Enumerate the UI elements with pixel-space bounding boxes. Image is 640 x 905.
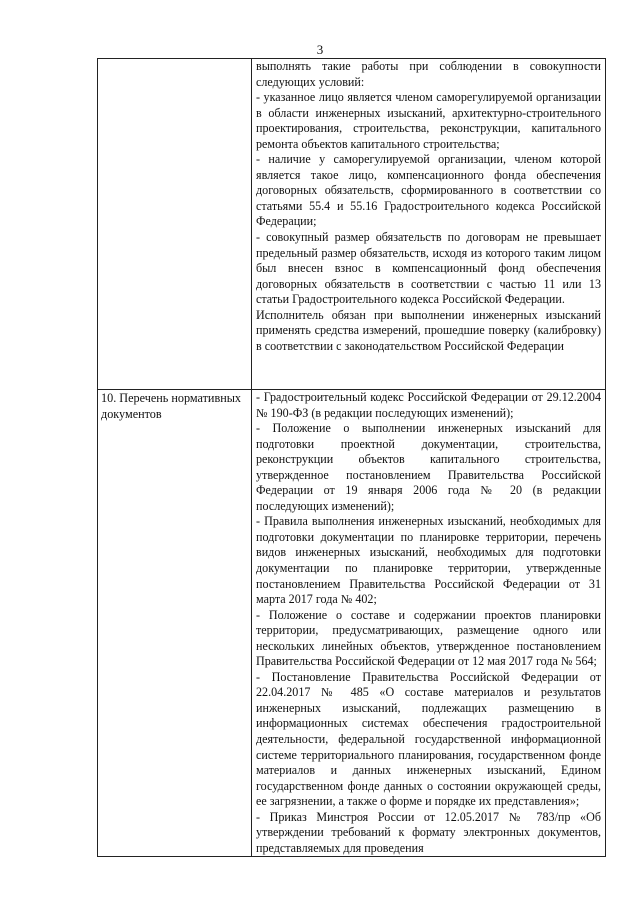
- row-label: [98, 59, 251, 60]
- paragraph: - указанное лицо является членом саморегулируемой организации в области инженерных изысканий, архитектурно-строительного проектирования, строительства, реконструкции, капитального ремонта объектов капитального строительства;: [256, 90, 601, 151]
- paragraph: - Постановление Правительства Российской Федерации от 22.04.2017 № 485 «О составе материалов и результатов инженерных изысканий, подлежащих размещению в информационных системах обеспечения градостроительной деятельности, федеральной государственной информационной системе территориального планирования, государственном фонде материалов и данных инженерных изысканий, Едином государственном фонде данных о состоянии окружающей среды, ее загрязнении, а также о форме и порядке их представления»;: [256, 669, 601, 809]
- requirements-table: [97, 58, 606, 857]
- paragraph: - Положение о составе и содержании проектов планировки территории, предусматривающих, размещение одного или нескольких линейных объектов, утвержденное постановлением Правительства Российской Федерации от 12 мая 2017 года № 564;: [256, 607, 601, 669]
- table-row: [98, 390, 606, 857]
- row-content-cell: [252, 59, 606, 390]
- paragraph: - Правила выполнения инженерных изысканий, необходимых для подготовки документации по планировке территории, перечень видов инженерных изысканий, необходимых для подготовки документации по планировке территории, утвержденные постановлением Правительства Российской Федерации от 31 марта 2017 года № 402;: [256, 514, 601, 607]
- row-label-cell: [98, 390, 252, 857]
- paragraph: выполнять такие работы при соблюдении в совокупности следующих условий:: [256, 59, 601, 89]
- paragraph: - наличие у саморегулируемой организации, членом которой является такое лицо, компенсационного фонда обеспечения договорных обязательств, сформированного в соответствии со статьями 55.4 и 55.16 Градостроительного кодекса Российской Федерации;: [256, 152, 601, 229]
- paragraph: Исполнитель обязан при выполнении инженерных изысканий применять средства измерений, прошедшие поверку (калибровку) в соответствии с законодательством Российской Федерации: [256, 307, 601, 353]
- paragraph: - совокупный размер обязательств по договорам не превышает предельный размер обязательств, исходя из которого таким лицом был внесен взнос в компенсационный фонд обеспечения договорных обязательств в соответствии с частью 11 или 13 статьи Градостроительного кодекса Российской Федерации.: [256, 230, 601, 307]
- row-content-cell: [252, 390, 606, 857]
- page-number: 3: [316, 42, 324, 57]
- paragraph: - Приказ Минстроя России от 12.05.2017 № 783/пр «Об утверждении требований к формату электронных документов, представляемых для проведения: [256, 809, 601, 855]
- row-label-cell: [98, 59, 252, 390]
- paragraph: - Положение о выполнении инженерных изысканий для подготовки проектной документации, строительства, реконструкции объектов капитального строительства, утвержденное постановлением Правительства Российской Федерации от 19 января 2006 года № 20 (в редакции последующих изменений);: [256, 421, 601, 513]
- row-label: 10. Перечень нормативных документов: [101, 391, 242, 421]
- table-row: [98, 59, 606, 390]
- paragraph: - Градостроительный кодекс Российской Федерации от 29.12.2004 № 190-ФЗ (в редакции последующих изменений);: [256, 390, 601, 420]
